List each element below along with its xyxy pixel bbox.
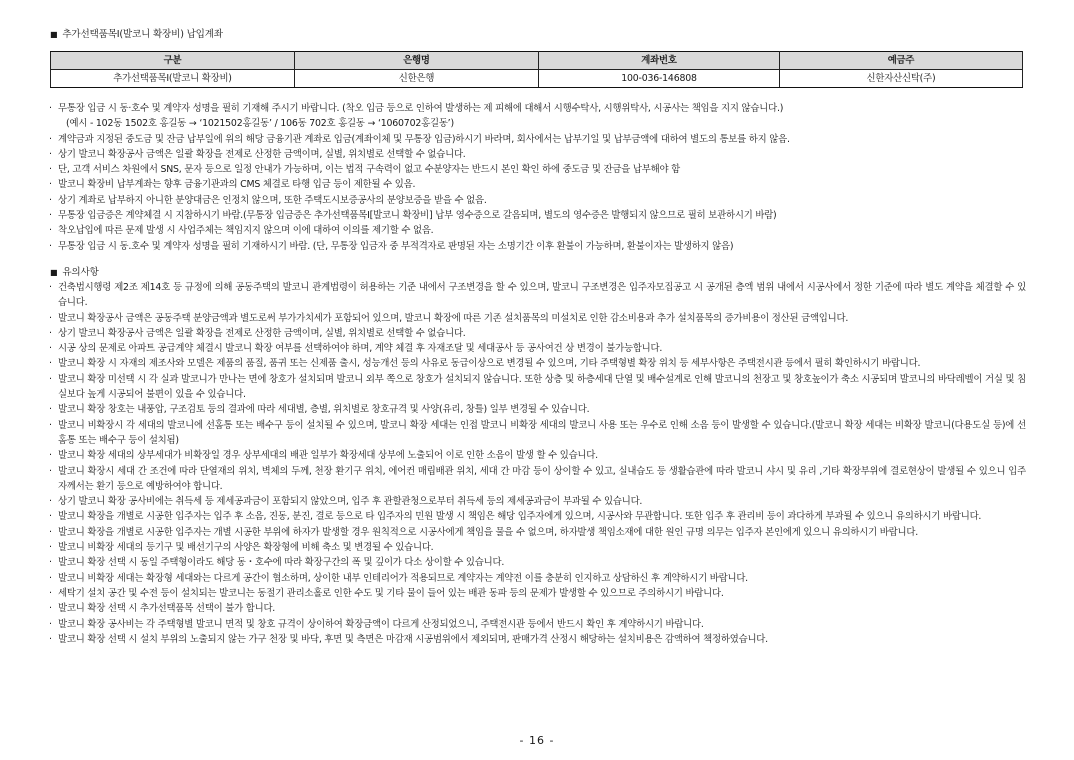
- account-table: [50, 51, 1023, 88]
- list-item: · 발코니 비확장 세대의 등기구 및 배선기구의 사양은 확장형에 비해 축소 및 변경될 수 있습니다.: [48, 540, 1026, 555]
- list-item: · 발코니 확장 선택 시 설치 부위의 노출되지 않는 가구 천장 및 바닥, 후면 및 측면은 마감재 시공범위에서 제외되며, 판매가격 산정시 해당하는 설치비용은 감액하여 책정하였습니다.: [48, 632, 1026, 647]
- section2-title: 유의사항: [62, 267, 99, 278]
- list-item: · 건축법시행령 제2조 제14호 등 규정에 의해 공동주택의 발코니 관계법령이 허용하는 기준 내에서 구조변경을 할 수 있으며, 발코니 구조변경은 입주자모집공고 시 공개된 층엑 범위 내에서 시공사에서 정한 기준에 따라 별도 계약을 체결할 수 있습니다.: [48, 280, 1026, 311]
- list-item: · 발코니 확장 시 자재의 제조사와 모델은 제품의 품질, 품귀 또는 신제품 출시, 성능개선 등의 사유로 동급이상으로 변경될 수 있으며, 기타 주택형별 확장 위치 등 세부사항은 주택전시관 등에서 필히 확인하시기 바랍니다.: [48, 356, 1026, 371]
- list-item: · 무통장 입금 시 동·호수 및 계약자 성명을 필히 기재해 주시기 바랍니다. (착오 입금 등으로 인하여 발생하는 제 피해에 대해서 시행수탁사, 시행위탁사, 시공사는 책임을 지지 않습니다.): [48, 101, 1026, 116]
- table-cell: 추가선택품목Ⅰ(발코니 확장비): [51, 70, 295, 88]
- list-item: · 상기 발코니 확장 공사비에는 취득세 등 제세공과금이 포함되지 않았으며, 입주 후 관할관청으로부터 취득세 등의 제세공과금이 부과될 수 있습니다.: [48, 494, 1026, 509]
- list-item: · 발코니 확장 세대의 상부세대가 비확장일 경우 상부세대의 배관 일부가 확장세대 상부에 노출되어 이로 인한 소음이 발생 할 수 있습니다.: [48, 448, 1026, 463]
- list-item: · 발코니 확장 선택 시 추가선택품목 선택이 불가 합니다.: [48, 601, 1026, 616]
- list-item: · 상기 계좌로 납부하지 아니한 분양대금은 인정치 않으며, 또한 주택도시보증공사의 분양보증을 받을 수 없음.: [48, 193, 1026, 208]
- square-bullet-icon: ■: [50, 30, 58, 39]
- header-cell: 구분: [51, 52, 295, 70]
- list-item: · 계약금과 지정된 중도금 및 잔금 납부일에 위의 해당 금융기관 계좌로 입금(계좌이체 및 무통장 입금)하시기 바라며, 회사에서는 납부기일 및 납부금액에 대하여 별도의 통보를 하지 않음.: [48, 132, 1026, 147]
- list-item: · 세탁기 설치 공간 및 수전 등이 설치되는 발코니는 동절기 관리소홀로 인한 수도 및 기타 물이 들어 있는 배관 동파 등의 문제가 발생할 수 있으므로 주의하시기 바랍니다.: [48, 586, 1026, 601]
- list-item: · 시공 상의 문제로 아파트 공급계약 체결시 발코니 확장 여부를 선택하여야 하며, 계약 체결 후 자재조달 및 세대공사 등 공사여건 상 변경이 불가능합니다.: [48, 341, 1026, 356]
- square-bullet-icon: ■: [50, 268, 58, 277]
- list-item: · 착오납입에 따른 문제 발생 시 사업주체는 책임지지 않으며 이에 대하여 이의를 제기할 수 없음.: [48, 223, 1026, 238]
- list-item: · 발코니 확장 미선택 시 각 실과 발코니가 만나는 면에 창호가 설치되며 발코니 외부 쪽으로 창호가 설치되지 않습니다. 또한 상층 및 하층세대 단열 및 배수설계로 인해 발코니의 천장고 및 창호높이가 축소 시공되며 발코니의 바닥레벨이 거실 및 침실보다 높게 시공되어 불편이 있을 수 있습니다.: [48, 372, 1026, 403]
- table-cell: 신한자산신탁(주): [780, 70, 1023, 88]
- table-cell: 신한은행: [295, 70, 539, 88]
- list-item: · 무통장 입금증은 계약체결 시 지참하시기 바람.(무통장 입금증은 추가선택품목Ⅰ[발코니 확장비] 납부 영수증으로 갈음되며, 별도의 영수증은 발행되지 않으므로 필히 보관하시기 바람): [48, 208, 1026, 223]
- list-item: · 발코니 확장 공사비는 각 주택형별 발코니 면적 및 창호 규격이 상이하여 확장금액이 다르게 산정되었으니, 주택전시관 등에서 반드시 확인 후 계약하시기 바랍니다.: [48, 617, 1026, 632]
- section1-title: 추가선택품목Ⅰ(발코니 확장비) 납입계좌: [62, 29, 223, 40]
- section2-heading: [50, 265, 99, 280]
- table-header-row: [51, 52, 1023, 70]
- header-cell: 은행명: [295, 52, 539, 70]
- payment-notes-list: [48, 101, 1026, 254]
- list-item: · 발코니 확장을 개별로 시공한 입주자는 개별 시공한 부위에 하자가 발생할 경우 원칙적으로 시공사에게 책임을 물을 수 없으며, 하자발생 책임소재에 대한 원인 규명 의무는 입주자 본인에게 있으니 유의하시기 바랍니다.: [48, 525, 1026, 540]
- header-cell: 계좌번호: [539, 52, 780, 70]
- list-item: · 발코니 확장을 개별로 시공한 입주자는 입주 후 소음, 진동, 분진, 결로 등으로 타 입주자의 민원 발생 시 책임은 해당 입주자에게 있으며, 시공사와 무관합니다. 또한 입주 후 관리비 등이 과다하게 부과될 수 있으니 유의하시기 바랍니다.: [48, 509, 1026, 524]
- list-item: · 발코니 확장 창호는 내풍압, 구조검토 등의 결과에 따라 세대별, 층별, 위치별로 창호규격 및 사양(유리, 창틀) 일부 변경될 수 있습니다.: [48, 402, 1026, 417]
- list-item: · 무통장 입금 시 동.호수 및 계약자 성명을 필히 기재하시기 바람. (단, 무통장 입금자 중 부적격자로 판명된 자는 소명기간 이후 환불이 가능하며, 환불이자는 발생하지 않음): [48, 239, 1026, 254]
- list-item: · 발코니 확장공사 금액은 공동주택 분양금액과 별도로써 부가가치세가 포함되어 있으며, 발코니 확장에 따른 기존 설치품목의 미설치로 인한 감소비용과 추가 설치품목의 증가비용이 정산된 금액입니다.: [48, 311, 1026, 326]
- list-item: · 상기 발코니 확장공사 금액은 일괄 확장을 전제로 산정한 금액이며, 실별, 위치별로 선택할 수 없습니다.: [48, 147, 1026, 162]
- caution-notes-list: [48, 280, 1026, 647]
- list-item: · 발코니 확장비 납부계좌는 향후 금융기관과의 CMS 체결로 타행 입금 등이 제한될 수 있음.: [48, 177, 1026, 192]
- page-number: - 16 -: [519, 734, 555, 747]
- list-item: · 발코니 확장 선택 시 동일 주택형이라도 해당 동・호수에 따라 확장구간의 폭 및 깊이가 다소 상이할 수 있습니다.: [48, 555, 1026, 570]
- list-item: · 발코니 비확장 세대는 확장형 세대와는 다르게 공간이 협소하며, 상이한 내부 인테리어가 적용되므로 계약자는 계약전 이를 충분히 인지하고 상담하신 후 계약하시기 바랍니다.: [48, 571, 1026, 586]
- list-item: · 발코니 비확장시 각 세대의 발코니에 선홈통 또는 배수구 등이 설치될 수 있으며, 발코니 확장 세대는 인접 발코니 비확장 세대의 발코니 사용 또는 우수로 인해 소음 등이 발생할 수 있습니다.(발코니 확장 세대는 비확장 발코니(다용도실 등)에 선홈통 또는 배수구 등이 설치됨): [48, 418, 1026, 449]
- table-row: [51, 70, 1023, 88]
- table-cell: 100-036-146808: [539, 70, 780, 88]
- list-item: · 단, 고객 서비스 차원에서 SNS, 문자 등으로 일정 안내가 가능하며, 이는 법적 구속력이 없고 수분양자는 반드시 본인 확인 하에 중도금 및 잔금을 납부해야 함: [48, 162, 1026, 177]
- list-item: · 발코니 확장시 세대 간 조건에 따라 단열재의 위치, 벽체의 두께, 천장 환기구 위치, 에어컨 매립배관 위치, 세대 간 마감 등이 상이할 수 있고, 실내습도 등 생활습관에 따라 발코니 샤시 및 유리 ,기타 확장부위에 결로현상이 발생될 수 있으니 입주자께서는 환기 등으로 예방하여야 합니다.: [48, 464, 1026, 495]
- section1-heading: [50, 27, 223, 42]
- list-item: · 상기 발코니 확장공사 금액은 일괄 확장을 전제로 산정한 금액이며, 실별, 위치별로 선택할 수 없습니다.: [48, 326, 1026, 341]
- list-item: (예시 - 102동 1502호 홍길동 → ‘1021502홍길동’ / 106동 702호 홍길동 → ‘1060702홍길동’): [66, 118, 454, 130]
- header-cell: 예금주: [780, 52, 1023, 70]
